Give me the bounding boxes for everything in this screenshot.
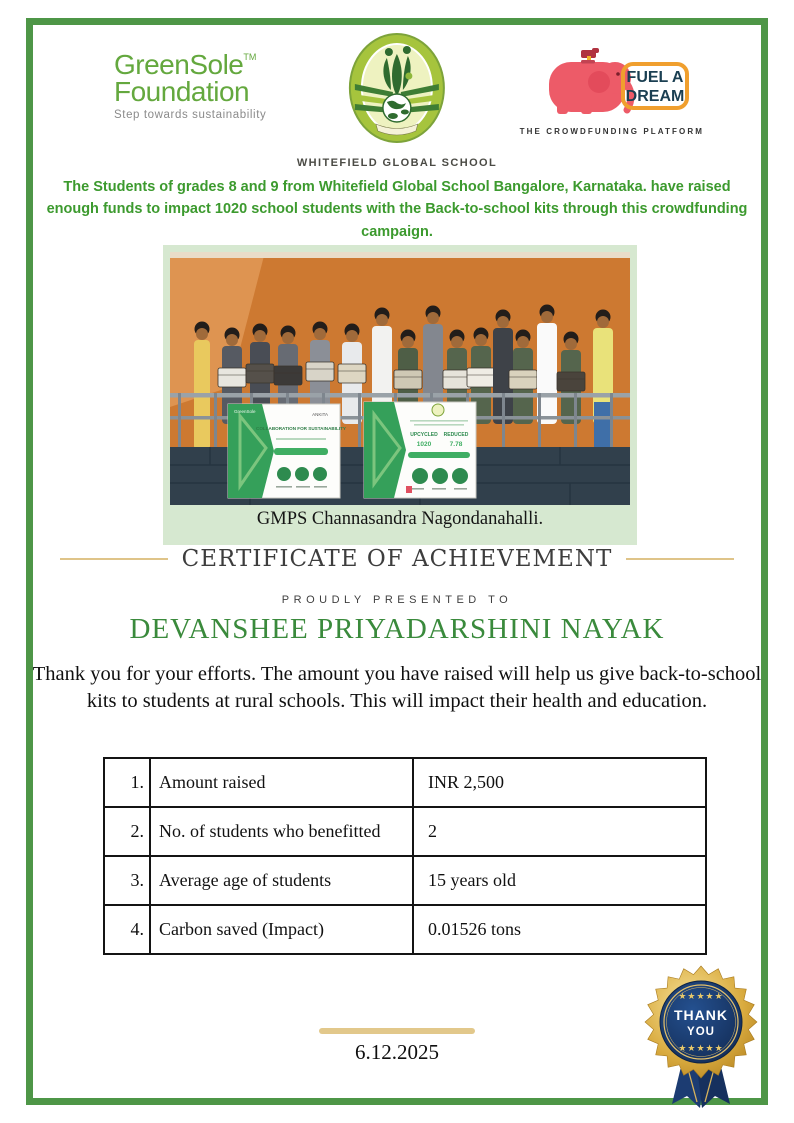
row-number: 2. [104, 807, 150, 856]
banner-b-upcycled-value: 1020 [416, 441, 432, 448]
banner-b-upcycled-label: UPCYCLED [410, 432, 438, 438]
row-number: 4. [104, 905, 150, 954]
title-left-line [60, 558, 168, 560]
row-number: 3. [104, 856, 150, 905]
intro-paragraph: The Students of grades 8 and 9 from Whitefield Global School Bangalore, Karnataka. have raised enough funds to impact 1020 school students with the Back-to-school kits through this crowdfunding campaign. [46, 179, 748, 240]
fueladream-logo [520, 46, 704, 136]
row-label: Carbon saved (Impact) [150, 905, 413, 954]
recipient-name: DEVANSHEE PRIYADARSHINI NAYAK [129, 613, 665, 645]
banner-b-reduced-label: REDUCED [443, 432, 469, 438]
row-number: 1. [104, 758, 150, 807]
row-value: 15 years old [413, 856, 706, 905]
school-name: WHITEFIELD GLOBAL SCHOOL [296, 157, 498, 169]
table-row [104, 758, 706, 807]
badge-stars-top: ★★★★★ [678, 991, 724, 1001]
thank-you-message: Thank you for your efforts. The amount you have raised will help us give back-to-school kits to students at rural schools. This will impact their health and education. [32, 663, 762, 713]
fueladream-icon [531, 46, 693, 120]
fueladream-tagline: THE CROWDFUNDING PLATFORM [519, 127, 704, 136]
certificate-title: CERTIFICATE OF ACHIEVEMENT [181, 546, 613, 572]
title-right-line [626, 558, 734, 560]
row-label: Amount raised [150, 758, 413, 807]
table-row [104, 856, 706, 905]
badge-stars-bottom: ★★★★★ [678, 1043, 724, 1053]
greensole-name: GreenSole™ [114, 49, 257, 80]
banner-b-reduced-value: 7.78 [449, 441, 463, 448]
greensole-tagline: Step towards sustainability [114, 109, 267, 122]
stats-table [103, 757, 707, 955]
greensole-tm: TM [243, 52, 257, 62]
certificate-title-row [0, 546, 794, 572]
banner-a-partner: ANKITA [312, 412, 328, 417]
svg-text:GreenSole: GreenSole [234, 409, 256, 414]
presented-to-label: PROUDLY PRESENTED TO [281, 594, 513, 606]
row-value: INR 2,500 [413, 758, 706, 807]
banner-b [364, 402, 476, 498]
banner-a-title: COLLABORATION FOR SUSTAINABILITY [256, 426, 346, 431]
table-row [104, 905, 706, 954]
photo-caption: GMPS Channasandra Nagondanahalli. [256, 509, 544, 529]
row-label: Average age of students [150, 856, 413, 905]
row-label: No. of students who benefitted [150, 807, 413, 856]
thank-you-badge-icon [640, 958, 762, 1110]
table-row [104, 807, 706, 856]
badge-line2: YOU [687, 1026, 715, 1038]
thank-you-badge [640, 958, 762, 1115]
group-photo [170, 252, 630, 505]
school-emblem-icon [347, 32, 447, 148]
fueladream-line1: FUEL A [626, 69, 684, 86]
date: 6.12.2025 [355, 1040, 439, 1064]
row-value: 0.01526 tons [413, 905, 706, 954]
photo-card [163, 245, 637, 545]
row-value: 2 [413, 807, 706, 856]
greensole-logo [114, 49, 267, 122]
banner-a [228, 404, 346, 498]
badge-line1: THANK [674, 1007, 728, 1023]
school-logo [297, 32, 497, 169]
greensole-name2: Foundation [114, 75, 250, 107]
date-rule [319, 1028, 475, 1034]
fueladream-line2: DREAM [625, 88, 685, 105]
